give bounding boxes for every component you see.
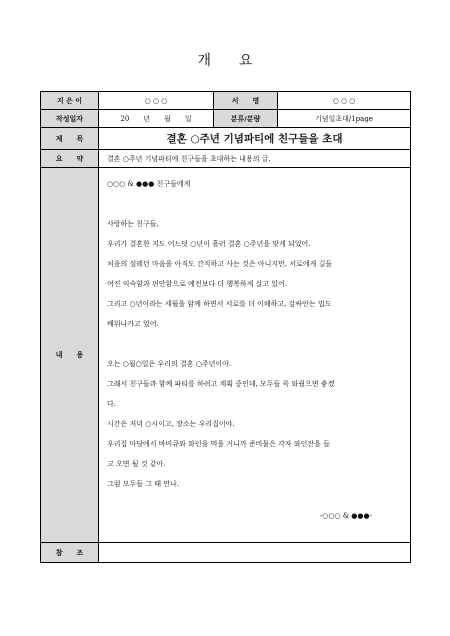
content-line: 그리고 ○년이라는 세월을 함께 하면서 서로를 더 이해하고, 감싸안는 법도 (107, 300, 332, 308)
content-line: 그래서 친구들과 함께 파티를 하려고 계획 중인데, 모두들 꼭 와줬으면 좋겠 (107, 380, 335, 388)
content-signature: -○○○ & ●●●- (319, 512, 372, 520)
signature-label: 서 명 (214, 92, 278, 110)
row-author (41, 92, 411, 110)
subject-value: 결혼 ○주년 기념파티에 친구들을 초대 (99, 128, 411, 150)
document-form (40, 91, 411, 563)
content-line: 그럼 모두들 그 때 만나. (107, 480, 179, 488)
date-value: 20 년 월 일 (99, 110, 214, 128)
author-label: 지 은 이 (41, 92, 99, 110)
signature-value: ○ ○ ○ (278, 92, 411, 110)
summary-label: 요 약 (41, 150, 99, 168)
content-line: 우리가 결혼한 지도 어느덧 ○년이 흘러 결혼 ○주년을 맞게 되었어. (107, 240, 311, 248)
content-line: 처음의 설레던 마음을 아직도 간직하고 사는 것은 아니지만, 서로에게 길들 (107, 260, 333, 268)
row-subject (41, 128, 411, 150)
row-date (41, 110, 411, 128)
row-summary (41, 150, 411, 168)
content-line: 배워나가고 있어. (107, 320, 159, 328)
date-label: 작성일자 (41, 110, 99, 128)
category-value: 기념일초대/1page (278, 110, 411, 128)
content-body (99, 168, 411, 543)
content-label: 내 용 (41, 168, 99, 543)
row-reference (41, 543, 411, 563)
content-line: 고 오면 될 것 같아. (107, 460, 166, 468)
reference-value (99, 543, 411, 563)
content-line: 오는 ○월○일은 우리의 결혼 ○주년이야. (107, 360, 232, 368)
subject-label: 제 목 (41, 128, 99, 150)
author-value: ○ ○ ○ (99, 92, 214, 110)
content-line: 시간은 저녁 ○시이고, 장소는 우리집이야. (107, 420, 235, 428)
content-line: 여진 익숙함과 편안함으로 예전보다 더 행복하게 살고 있어. (107, 280, 288, 288)
content-line: 다. (107, 400, 116, 408)
category-label: 분류/분량 (214, 110, 278, 128)
document-title: 개 요 (197, 53, 253, 69)
reference-label: 참 조 (41, 543, 99, 563)
row-content (41, 168, 411, 543)
content-greeting: ○○○ & ●●● 친구들에게 (107, 180, 191, 188)
summary-value: 결혼 ○주년 기념파티에 친구들을 초대하는 내용의 글. (99, 150, 411, 168)
content-line: 우리집 마당에서 바비큐와 와인을 먹을 거니까 준비물은 각자 와인잔을 들 (107, 440, 330, 448)
content-line: 사랑하는 친구들, (107, 220, 159, 228)
